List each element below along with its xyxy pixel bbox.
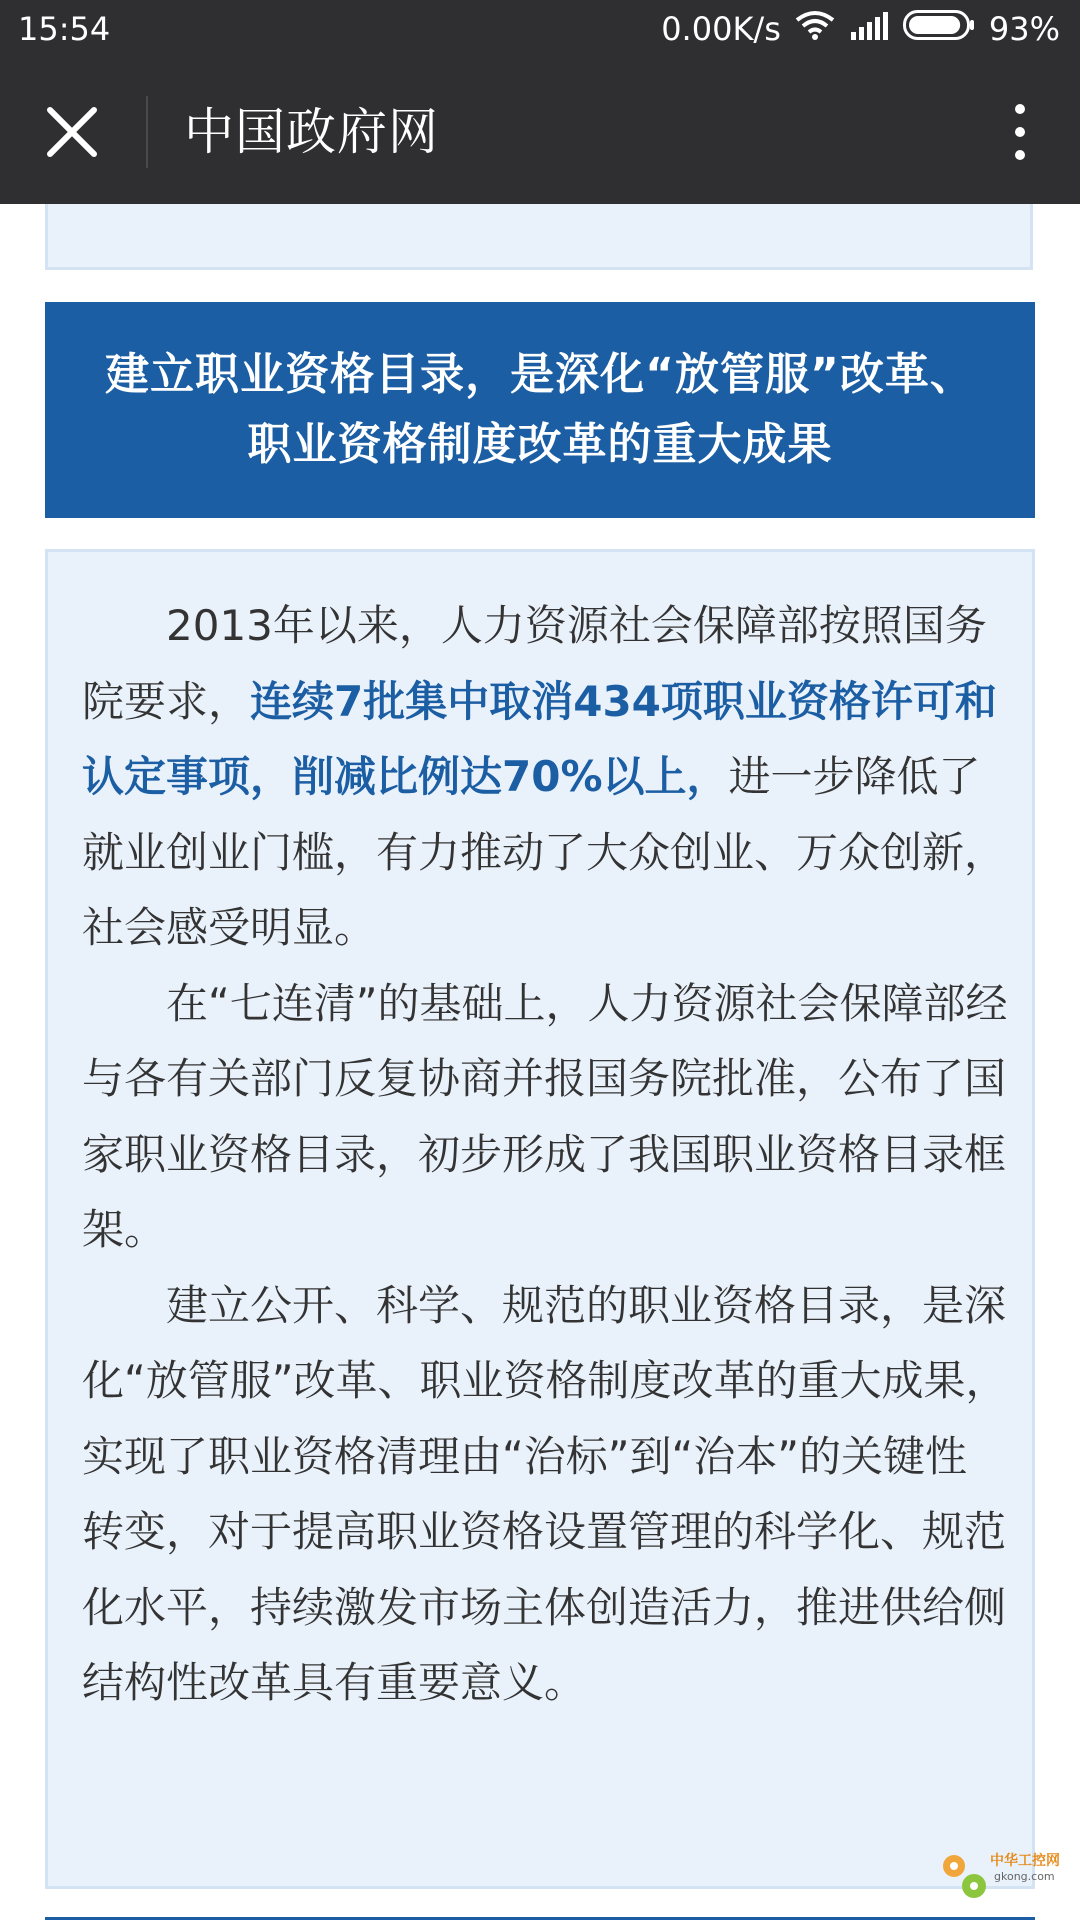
paragraph-2: 在“七连清”的基础上，人力资源社会保障部经与各有关部门反复协商并报国务院批准，公布了国家职业资格目录，初步形成了我国职业资格目录框架。 — [82, 978, 1008, 1254]
page-title: 中国政府网 — [184, 103, 439, 161]
title-divider — [146, 96, 148, 168]
article-body — [82, 588, 1008, 1721]
article-body-box — [45, 549, 1035, 1889]
paragraph-1-end: 进一步降低了就业创业门槛，有力推动了大众创业、万众创新，社会感受明显。 — [82, 752, 1007, 952]
watermark-name: 中华工控网 — [990, 1853, 1060, 1869]
previous-section-box — [45, 204, 1033, 270]
gear-icon — [936, 1844, 992, 1904]
banner-line-1: 建立职业资格目录，是深化“放管服”改革、 — [105, 349, 975, 400]
signal-icon — [849, 10, 889, 48]
more-vertical-icon — [1015, 104, 1025, 114]
paragraph-1-start: 2013年以来，人力资源社会保障部按照国务院要求， — [82, 601, 987, 726]
close-icon — [36, 96, 108, 168]
battery-icon — [903, 10, 975, 48]
watermark — [936, 1844, 1066, 1908]
close-button[interactable] — [36, 96, 108, 168]
paragraph-1 — [82, 588, 1008, 966]
more-options-button[interactable] — [994, 96, 1046, 168]
battery-percent: 93% — [988, 10, 1060, 48]
title-bar — [0, 60, 1080, 204]
network-speed: 0.00K/s — [661, 10, 781, 48]
section-banner — [45, 302, 1035, 518]
paragraph-1-highlight: 连续7批集中取消434项职业资格许可和认定事项，削减比例达70%以上， — [82, 676, 997, 801]
wifi-icon — [795, 10, 835, 48]
article-content[interactable] — [0, 204, 1080, 1920]
banner-line-2: 职业资格制度改革的重大成果 — [247, 419, 833, 470]
status-bar — [0, 0, 1080, 60]
paragraph-3: 建立公开、科学、规范的职业资格目录，是深化“放管服”改革、职业资格制度改革的重大成果，实现了职业资格清理由“治标”到“治本”的关键性转变，对于提高职业资格设置管理的科学化、规范化水平，持续激发市场主体创造活力，推进供给侧结构性改革具有重要意义。 — [82, 1280, 1008, 1707]
watermark-url: gkong.com — [994, 1870, 1055, 1883]
status-time: 15:54 — [18, 10, 111, 48]
status-right — [661, 10, 1060, 48]
